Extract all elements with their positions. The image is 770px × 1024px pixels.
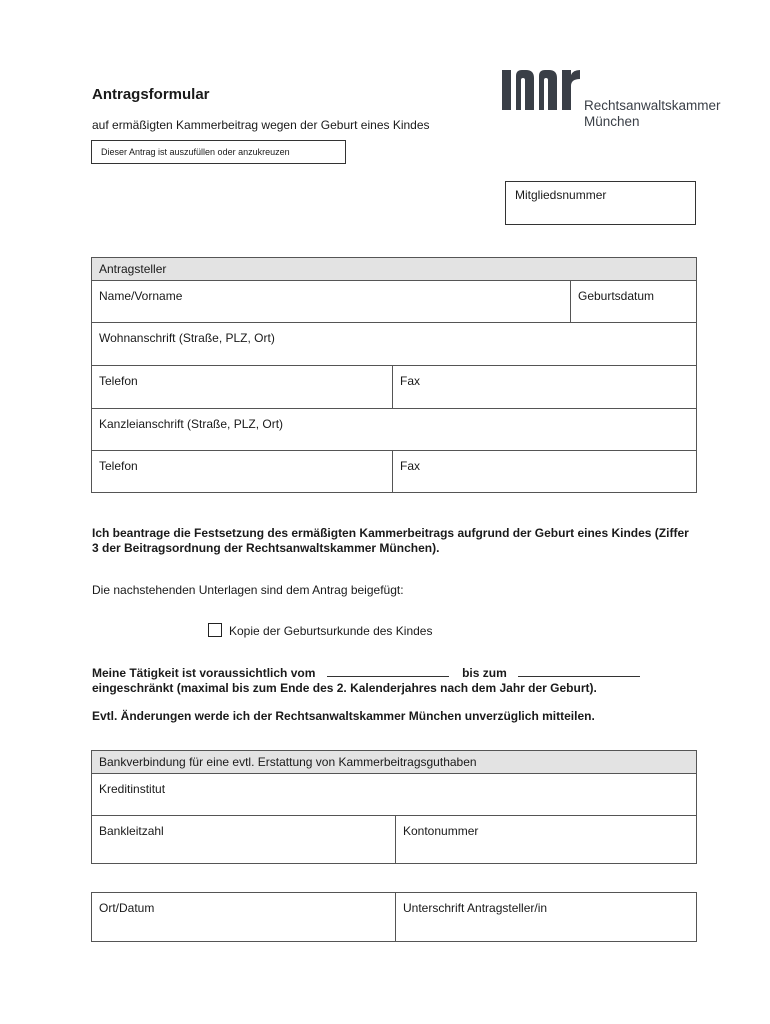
changes-notice: Evtl. Änderungen werde ich der Rechtsanwaltskammer München unverzüglich mitteilen. [92, 709, 595, 723]
place-date-label: Ort/Datum [99, 901, 155, 915]
signature-field[interactable] [395, 893, 696, 941]
place-date-field[interactable] [92, 893, 395, 941]
birthdate-field[interactable] [570, 281, 696, 323]
name-field[interactable] [92, 281, 570, 323]
signature-section [91, 892, 697, 942]
account-number-field[interactable] [395, 816, 696, 864]
activity-end-date-field[interactable] [518, 666, 640, 677]
documents-intro: Die nachstehenden Unterlagen sind dem Antrag beigefügt: [92, 583, 404, 597]
member-number-label: Mitgliedsnummer [515, 188, 607, 202]
office-fax-label: Fax [400, 459, 421, 473]
form-subtitle: auf ermäßigten Kammerbeitrag wegen der Geburt eines Kindes [92, 118, 430, 132]
account-number-label: Kontonummer [403, 824, 479, 838]
sort-code-field[interactable] [92, 816, 395, 864]
office-address-label: Kanzleianschrift (Straße, PLZ, Ort) [99, 417, 284, 431]
logo-text-line1: Rechtsanwaltskammer [584, 98, 721, 113]
chamber-logo [502, 68, 742, 128]
office-address-field[interactable] [92, 409, 696, 451]
home-address-field[interactable] [92, 323, 696, 365]
birthdate-label: Geburtsdatum [578, 289, 655, 303]
logo-mark-icon [502, 68, 582, 110]
phone-field[interactable] [92, 366, 392, 408]
bank-heading-row [92, 751, 696, 773]
birth-certificate-checkbox[interactable] [208, 623, 222, 637]
home-address-row [92, 322, 696, 365]
bank-heading: Bankverbindung für eine evtl. Erstattung von Kammerbeitragsguthaben [99, 755, 477, 769]
activity-limit-text: eingeschränkt (maximal bis zum Ende des 2. Kalenderjahres nach dem Jahr der Geburt). [92, 681, 597, 695]
bank-account-row [92, 815, 696, 864]
office-address-row [92, 408, 696, 451]
office-phone-row [92, 450, 696, 493]
fax-field[interactable] [392, 366, 696, 408]
phone-label: Telefon [99, 374, 138, 388]
home-address-label: Wohnanschrift (Straße, PLZ, Ort) [99, 331, 275, 345]
birth-certificate-label: Kopie der Geburtsurkunde des Kindes [229, 624, 433, 638]
instruction-note: Dieser Antrag ist auszufüllen oder anzukreuzen [91, 140, 346, 164]
office-fax-field[interactable] [392, 451, 696, 493]
applicant-section [91, 257, 697, 493]
activity-to-text: bis zum [462, 666, 507, 680]
activity-start-date-field[interactable] [327, 666, 449, 677]
logo-text-line2: München [584, 114, 640, 129]
activity-period-line [92, 666, 640, 681]
sort-code-label: Bankleitzahl [99, 824, 164, 838]
application-statement: Ich beantrage die Festsetzung des ermäßigten Kammerbeitrags aufgrund der Geburt eines Kindes (Ziffer 3 der Beitragsordnung der Rechtsanwaltskammer München). [92, 526, 689, 555]
form-title: Antragsformular [92, 86, 210, 103]
bank-institute-field[interactable] [92, 774, 696, 816]
bank-institute-label: Kreditinstitut [99, 782, 166, 796]
signature-label: Unterschrift Antragsteller/in [403, 901, 548, 915]
bank-institute-row [92, 773, 696, 816]
fax-label: Fax [400, 374, 421, 388]
name-label: Name/Vorname [99, 289, 183, 303]
member-number-field[interactable] [505, 181, 696, 225]
applicant-heading: Antragsteller [99, 262, 167, 276]
phone-row [92, 365, 696, 408]
office-phone-label: Telefon [99, 459, 138, 473]
name-row [92, 280, 696, 323]
activity-from-text: Meine Tätigkeit ist voraussichtlich vom [92, 666, 316, 680]
office-phone-field[interactable] [92, 451, 392, 493]
signature-row [92, 893, 696, 941]
applicant-heading-row [92, 258, 696, 280]
bank-section [91, 750, 697, 864]
